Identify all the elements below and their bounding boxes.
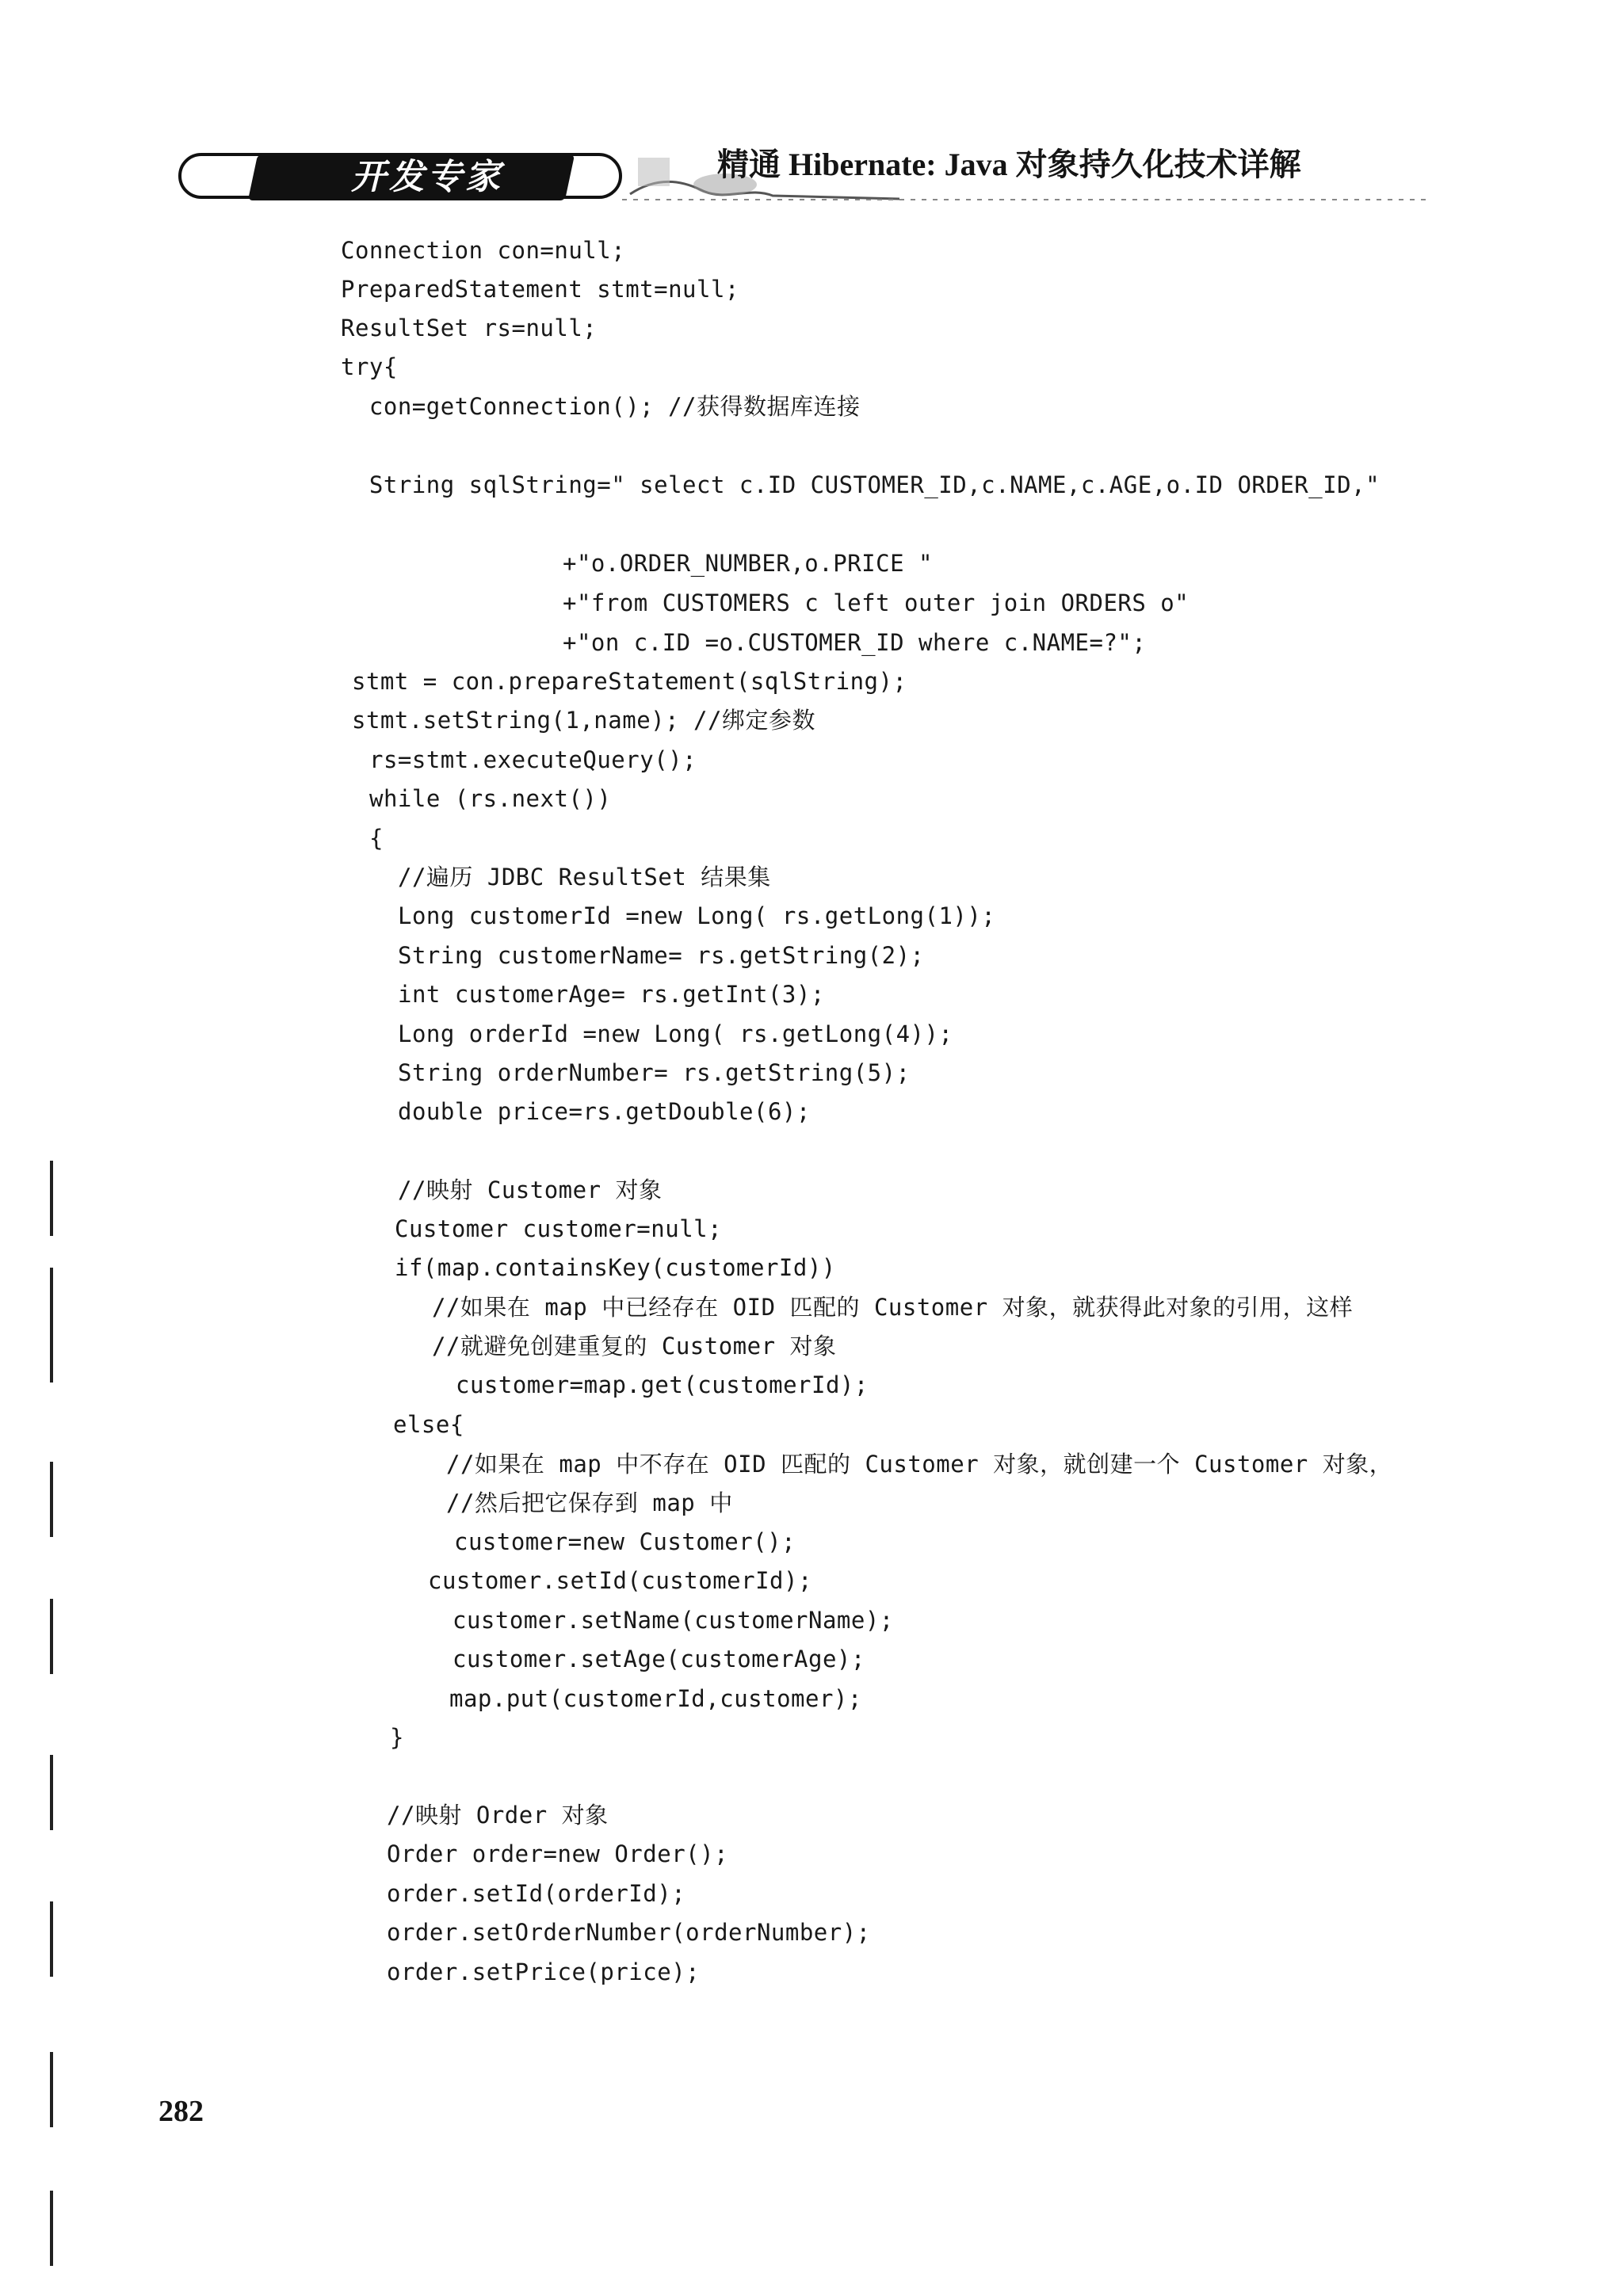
code-line: customer=map.get(customerId); <box>456 1371 869 1398</box>
code-line: customer.setId(customerId); <box>428 1567 812 1594</box>
code-line: else{ <box>393 1411 464 1438</box>
margin-mark <box>50 1161 53 1236</box>
code-line: { <box>369 825 384 852</box>
code-line: String sqlString=" select c.ID CUSTOMER_ID,c.NAME,c.AGE,o.ID ORDER_ID," <box>341 471 1381 498</box>
code-line: if(map.containsKey(customerId)) <box>395 1254 836 1281</box>
code-line: //然后把它保存到 map 中 <box>446 1489 733 1516</box>
margin-mark <box>50 1462 53 1537</box>
code-line: stmt = con.prepareStatement(sqlString); <box>352 668 907 695</box>
code-line: Order order=new Order(); <box>387 1840 729 1867</box>
margin-mark <box>50 1599 53 1674</box>
code-line: Long orderId =new Long( rs.getLong(4)); <box>398 1020 953 1047</box>
code-line: Customer customer=null; <box>395 1215 723 1242</box>
section-label: 开发专家 <box>351 157 503 197</box>
margin-mark <box>50 1755 53 1830</box>
code-line: order.setId(orderId); <box>387 1880 686 1907</box>
page-header <box>178 147 1335 210</box>
code-line: //如果在 map 中已经存在 OID 匹配的 Customer 对象，就获得此对象的引用，这样 <box>432 1294 1354 1321</box>
code-line: Long customerId =new Long( rs.getLong(1)); <box>398 902 996 929</box>
code-line: int customerAge= rs.getInt(3); <box>398 981 825 1008</box>
code-line: ResultSet rs=null; <box>341 315 598 341</box>
code-line: String customerName= rs.getString(2); <box>398 942 925 969</box>
code-line: customer.setAge(customerAge); <box>453 1646 865 1672</box>
code-line: order.setOrderNumber(orderNumber); <box>387 1919 871 1946</box>
margin-mark <box>50 2052 53 2127</box>
code-line: customer=new Customer(); <box>454 1528 796 1555</box>
code-line: stmt.setString(1,name); //绑定参数 <box>352 707 815 734</box>
code-line: map.put(customerId,customer); <box>449 1685 862 1712</box>
margin-mark <box>50 2191 53 2266</box>
margin-mark <box>50 1901 53 1977</box>
code-line: while (rs.next()) <box>369 785 612 812</box>
code-line: rs=stmt.executeQuery(); <box>369 746 697 773</box>
code-line: +"from CUSTOMERS c left outer join ORDERS o" <box>563 589 1190 616</box>
code-line: //映射 Customer 对象 <box>398 1177 663 1203</box>
page-number: 282 <box>158 2095 204 2128</box>
code-line: //就避免创建重复的 Customer 对象 <box>432 1333 837 1360</box>
margin-mark <box>50 1268 53 1383</box>
code-line: String orderNumber= rs.getString(5); <box>398 1059 911 1086</box>
code-line: Connection con=null; <box>341 237 626 264</box>
code-line: order.setPrice(price); <box>387 1958 701 1985</box>
book-title: 精通 Hibernate: Java 对象持久化技术详解 <box>717 147 1301 182</box>
code-line: //遍历 JDBC ResultSet 结果集 <box>398 864 771 891</box>
code-line: double price=rs.getDouble(6); <box>398 1098 811 1125</box>
code-line: +"on c.ID =o.CUSTOMER_ID where c.NAME=?"; <box>563 629 1147 656</box>
code-line: } <box>390 1724 404 1751</box>
code-line: //如果在 map 中不存在 OID 匹配的 Customer 对象，就创建一个 Customer 对象， <box>446 1451 1393 1478</box>
code-line: +"o.ORDER_NUMBER,o.PRICE " <box>563 550 933 577</box>
code-line: PreparedStatement stmt=null; <box>341 276 739 303</box>
section-banner <box>178 153 622 199</box>
header-rule <box>622 199 1430 200</box>
code-line: try{ <box>341 353 398 380</box>
code-line: con=getConnection(); //获得数据库连接 <box>341 393 861 420</box>
code-line: customer.setName(customerName); <box>453 1607 894 1634</box>
code-line: //映射 Order 对象 <box>387 1802 609 1829</box>
